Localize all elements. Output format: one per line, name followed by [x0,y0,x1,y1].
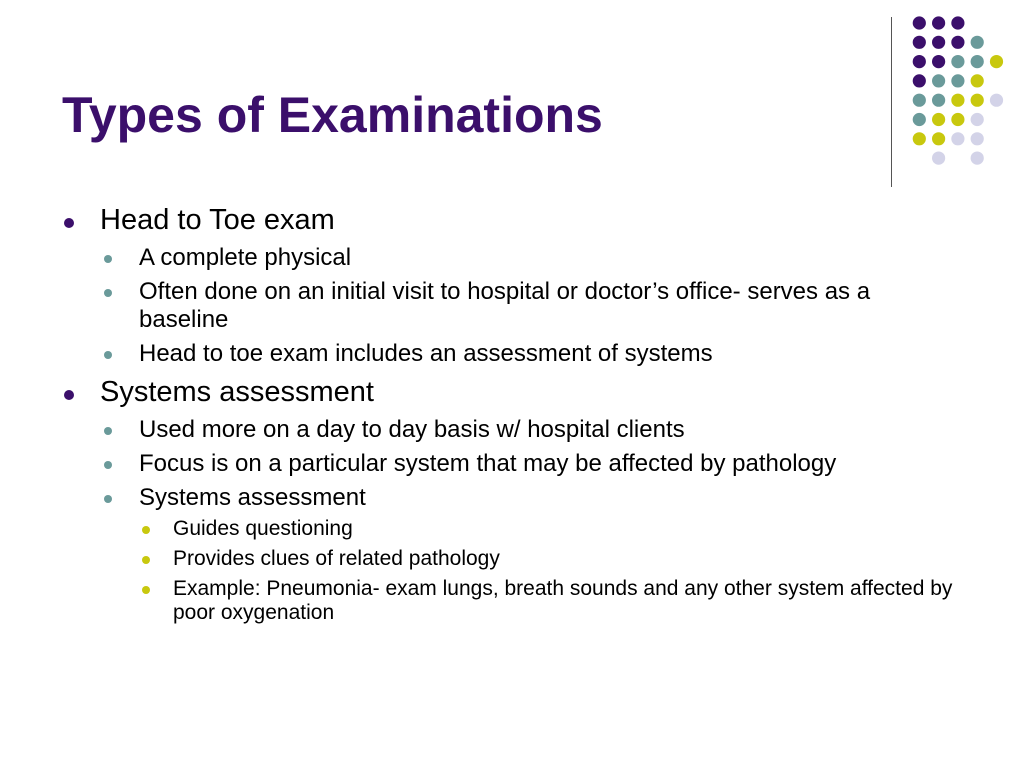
bullet-text: Systems assessment [100,376,374,409]
decorative-dot [932,74,945,87]
bullet-list [62,196,962,626]
bullet-text: Focus is on a particular system that may be affected by pathology [139,450,837,478]
bullet-dot-icon [104,495,112,503]
bullet-dot-icon [64,218,74,228]
bullet-text: Often done on an initial visit to hospital or doctor’s office- serves as a baseline [139,278,871,334]
bullet-item-level-3 [62,517,962,542]
decorative-dot-grid [0,0,1024,200]
decorative-dot [971,55,984,68]
bullet-item-level-2 [62,416,962,444]
decorative-dot [971,113,984,126]
decorative-dot [951,113,964,126]
bullet-text: Used more on a day to day basis w/ hospital clients [139,416,685,444]
bullet-dot-icon [64,390,74,400]
bullet-item-level-2 [62,244,962,272]
decorative-dot [990,55,1003,68]
decorative-dot [990,94,1003,107]
decorative-dot [913,94,926,107]
bullet-text: Head to Toe exam [100,204,335,236]
bullet-item-level-2 [62,484,962,512]
decorative-dot [932,16,945,29]
decorative-dot [951,16,964,29]
decorative-dot [932,36,945,49]
decorative-dot [951,36,964,49]
bullet-item-level-3 [62,547,962,572]
decorative-dot [932,152,945,165]
decorative-dot [971,152,984,165]
bullet-text: Systems assessment [139,484,366,512]
bullet-text: A complete physical [139,243,352,271]
decorative-dot [951,132,964,145]
decorative-dot [951,94,964,107]
bullet-item-level-1 [62,204,962,238]
bullet-item-level-2 [62,450,962,478]
slide-title: Types of Examinations [62,87,603,143]
bullet-text: Example: Pneumonia- exam lungs, breath sounds and any other system affected by poor oxygenation [173,576,953,625]
decorative-dot [932,113,945,126]
bullet-text: Provides clues of related pathology [173,546,500,570]
decorative-dot [913,55,926,68]
decorative-dot [913,16,926,29]
decorative-dot [971,74,984,87]
decorative-dot [932,55,945,68]
bullet-dot-icon [104,289,112,297]
bullet-dot-icon [104,461,112,469]
bullet-dot-icon [142,556,150,564]
bullet-item-level-3 [62,577,962,626]
bullet-item-level-1 [62,376,962,410]
decorative-dot [913,113,926,126]
bullet-dot-icon [104,427,112,435]
bullet-dot-icon [104,351,112,359]
decorative-dot [913,36,926,49]
bullet-dot-icon [142,526,150,534]
bullet-item-level-2 [62,340,962,368]
decorative-dot [971,132,984,145]
decorative-dot [951,74,964,87]
bullet-text: Head to toe exam includes an assessment of systems [139,340,713,368]
decorative-dot [971,94,984,107]
decorative-dot [913,132,926,145]
bullet-dot-icon [142,586,150,594]
decorative-dot [932,94,945,107]
decorative-dot [932,132,945,145]
bullet-dot-icon [104,255,112,263]
decorative-dot [913,74,926,87]
decorative-dot [951,55,964,68]
decorative-dot [971,36,984,49]
bullet-text: Guides questioning [173,517,353,541]
bullet-item-level-2 [62,278,962,334]
